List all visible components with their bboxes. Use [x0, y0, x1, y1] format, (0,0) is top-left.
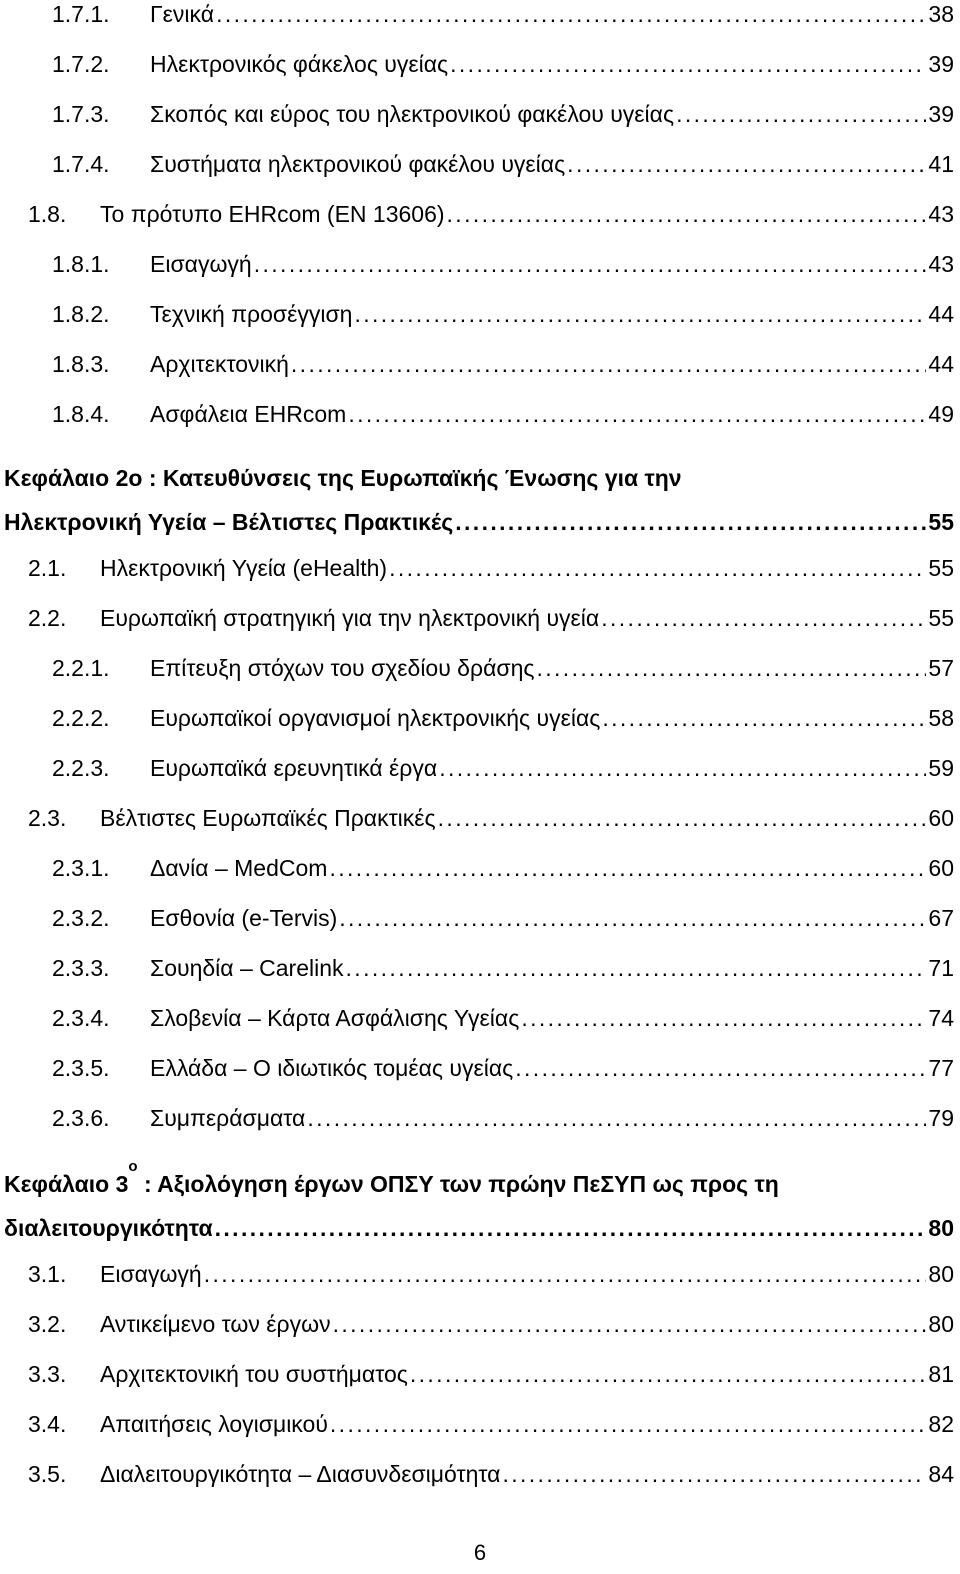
dot-leader	[602, 704, 926, 732]
toc-entry-number: 1.8.	[28, 201, 67, 227]
dot-leader	[515, 1054, 926, 1082]
toc-entry-number: 2.2.	[28, 605, 67, 631]
chapter-3-title-line2: διαλειτουργικότητα	[4, 1215, 213, 1241]
toc-entry-page: 82	[928, 1411, 954, 1437]
dot-leader	[439, 754, 926, 782]
toc-entry-page: 71	[928, 955, 954, 981]
toc-entry-title: Γενικά	[150, 1, 215, 27]
toc-entry[interactable]	[0, 0, 960, 40]
toc-entry[interactable]	[0, 50, 960, 90]
toc-entry-number: 1.7.3.	[52, 101, 110, 127]
toc-entry-number: 1.7.4.	[52, 151, 110, 177]
chapter-3-page: 80	[928, 1215, 954, 1241]
toc-entry-title: Εισαγωγή	[100, 1261, 202, 1287]
toc-entry-page: 60	[928, 805, 954, 831]
toc-entry-number: 2.3.	[28, 805, 67, 831]
toc-entry[interactable]	[0, 1260, 960, 1300]
toc-entry-title: Ηλεκτρονική Υγεία (eHealth)	[100, 555, 388, 581]
dot-leader	[216, 0, 926, 28]
toc-entry[interactable]	[0, 200, 960, 240]
chapter-3-sup: ο	[128, 1158, 138, 1175]
toc-entry[interactable]	[0, 350, 960, 390]
toc-entry[interactable]	[0, 100, 960, 140]
dot-leader	[354, 300, 926, 328]
toc-entry-number: 1.8.4.	[52, 401, 110, 427]
chapter-2-page: 55	[928, 509, 954, 535]
toc-entry[interactable]	[0, 1310, 960, 1350]
toc-entry[interactable]	[0, 400, 960, 440]
toc-entry[interactable]	[0, 954, 960, 994]
toc-entry-title: Τεχνική προσέγγιση	[150, 301, 353, 327]
dot-leader	[536, 654, 926, 682]
toc-entry-page: 43	[928, 251, 954, 277]
toc-entry-title: Σκοπός και εύρος του ηλεκτρονικού φακέλου υγείας	[150, 101, 675, 127]
toc-entry-page: 81	[928, 1361, 954, 1387]
dot-leader	[502, 1460, 926, 1488]
toc-entry[interactable]	[0, 1410, 960, 1450]
toc-entry[interactable]	[0, 604, 960, 644]
toc-entry-number: 3.3.	[28, 1361, 67, 1387]
dot-leader	[348, 400, 926, 428]
toc-entry-title: Ασφάλεια EHRcom	[150, 401, 347, 427]
toc-entry-title: Αντικείμενο των έργων	[100, 1311, 331, 1337]
toc-entry-page: 55	[928, 605, 954, 631]
toc-entry-page: 59	[928, 755, 954, 781]
toc-entry-number: 1.8.3.	[52, 351, 110, 377]
chapter-3-title-line1	[4, 1158, 779, 1206]
toc-entry-number: 1.7.2.	[52, 51, 110, 77]
dot-leader	[455, 500, 926, 544]
toc-entry-title: Απαιτήσεις λογισμικού	[100, 1411, 328, 1437]
dot-leader	[567, 150, 926, 178]
toc-entry-number: 1.8.1.	[52, 251, 110, 277]
dot-leader	[521, 1004, 926, 1032]
toc-entry[interactable]	[0, 554, 960, 594]
toc-entry[interactable]	[0, 1004, 960, 1044]
toc-entry-number: 2.1.	[28, 555, 67, 581]
dot-leader	[215, 1206, 927, 1250]
toc-entry-title: Εσθονία (e-Tervis)	[150, 905, 338, 931]
dot-leader	[346, 954, 927, 982]
toc-entry-page: 44	[928, 301, 954, 327]
page-number: 6	[473, 1540, 487, 1565]
dot-leader	[601, 604, 926, 632]
toc-entry-page: 79	[928, 1105, 954, 1131]
toc-entry-title: Συστήματα ηλεκτρονικού φακέλου υγείας	[150, 151, 566, 177]
dot-leader	[410, 1360, 927, 1388]
toc-entry-number: 2.3.6.	[52, 1105, 110, 1131]
toc-entry-number: 2.3.3.	[52, 955, 110, 981]
toc-entry-page: 39	[928, 51, 954, 77]
chapter-2-title-line1: Κεφάλαιο 2ο : Κατευθύνσεις της Ευρωπαϊκής Ένωσης για την	[4, 465, 682, 491]
toc-entry-page: 41	[928, 151, 954, 177]
dot-leader	[438, 804, 927, 832]
toc-entry-page: 74	[928, 1005, 954, 1031]
toc-entry-number: 3.5.	[28, 1461, 67, 1487]
toc-entry-number: 1.7.1.	[52, 1, 110, 27]
toc-entry[interactable]	[0, 300, 960, 340]
toc-entry-page: 60	[928, 855, 954, 881]
toc-entry-page: 67	[928, 905, 954, 931]
toc-entry-title: Εισαγωγή	[150, 251, 252, 277]
toc-entry-title: Το πρότυπο EHRcom (EN 13606)	[100, 201, 445, 227]
toc-entry[interactable]	[0, 754, 960, 794]
toc-entry-page: 80	[928, 1311, 954, 1337]
toc-entry-number: 3.2.	[28, 1311, 67, 1337]
dot-leader	[447, 200, 927, 228]
toc-entry-page: 38	[928, 1, 954, 27]
toc-entry-number: 3.1.	[28, 1261, 67, 1287]
chapter-3-title-rest: : Αξιολόγηση έργων ΟΠΣΥ των πρώην ΠεΣΥΠ ως προς τη	[137, 1171, 779, 1197]
toc-entry[interactable]	[0, 1360, 960, 1400]
dot-leader	[291, 350, 927, 378]
toc-entry-page: 43	[928, 201, 954, 227]
toc-entry-number: 1.8.2.	[52, 301, 110, 327]
toc-entry-number: 2.2.3.	[52, 755, 110, 781]
toc-entry-title: Επίτευξη στόχων του σχεδίου δράσης	[150, 655, 535, 681]
chapter-2-title-line2: Ηλεκτρονική Υγεία – Βέλτιστες Πρακτικές	[4, 509, 454, 535]
toc-entry-number: 2.2.2.	[52, 705, 110, 731]
toc-entry-page: 84	[928, 1461, 954, 1487]
dot-leader	[339, 904, 926, 932]
toc-entry[interactable]	[0, 1460, 960, 1500]
toc-entry-page: 77	[928, 1055, 954, 1081]
toc-entry-title: Διαλειτουργικότητα – Διασυνδεσιμότητα	[100, 1461, 501, 1487]
toc-entry-title: Συμπεράσματα	[150, 1105, 306, 1131]
toc-entry-title: Ευρωπαϊκά ερευνητικά έργα	[150, 755, 438, 781]
toc-entry-page: 58	[928, 705, 954, 731]
dot-leader	[307, 1104, 926, 1132]
toc-entry-number: 3.4.	[28, 1411, 67, 1437]
toc-entry-page: 80	[928, 1261, 954, 1287]
dot-leader	[329, 854, 926, 882]
toc-entry-number: 2.3.4.	[52, 1005, 110, 1031]
dot-leader	[450, 50, 926, 78]
toc-entry-number: 2.3.2.	[52, 905, 110, 931]
dot-leader	[333, 1310, 927, 1338]
chapter-3-prefix: Κεφάλαιο 3	[4, 1171, 129, 1197]
toc-entry[interactable]	[0, 1104, 960, 1144]
toc-entry[interactable]	[0, 854, 960, 894]
toc-entry-page: 55	[928, 555, 954, 581]
toc-entry-page: 44	[928, 351, 954, 377]
toc-entry-number: 2.3.1.	[52, 855, 110, 881]
toc-entry-title: Σλοβενία – Κάρτα Ασφάλισης Υγείας	[150, 1005, 520, 1031]
toc-entry-title: Ελλάδα – Ο ιδιωτικός τομέας υγείας	[150, 1055, 514, 1081]
toc-entry[interactable]	[0, 654, 960, 694]
toc-entry-title: Δανία – MedCom	[150, 855, 328, 881]
toc-entry[interactable]	[0, 1054, 960, 1094]
toc-entry-title: Αρχιτεκτονική	[150, 351, 289, 377]
toc-entry-title: Ευρωπαϊκή στρατηγική για την ηλεκτρονική υγεία	[100, 605, 600, 631]
dot-leader	[676, 100, 926, 128]
toc-entry[interactable]	[0, 150, 960, 190]
toc-entry-title: Βέλτιστες Ευρωπαϊκές Πρακτικές	[100, 805, 436, 831]
toc-entry[interactable]	[0, 250, 960, 290]
dot-leader	[254, 250, 927, 278]
toc-entry-number: 2.2.1.	[52, 655, 110, 681]
toc-entry[interactable]	[0, 804, 960, 844]
toc-entry-page: 57	[928, 655, 954, 681]
toc-entry-number: 2.3.5.	[52, 1055, 110, 1081]
toc-entry[interactable]	[0, 704, 960, 744]
toc-entry-title: Σουηδία – Carelink	[150, 955, 344, 981]
toc-entry-page: 39	[928, 101, 954, 127]
toc-entry-title: Ευρωπαϊκοί οργανισμοί ηλεκτρονικής υγείας	[150, 705, 601, 731]
dot-leader	[204, 1260, 927, 1288]
toc-entry-title: Αρχιτεκτονική του συστήματος	[100, 1361, 408, 1387]
dot-leader	[330, 1410, 927, 1438]
toc-entry[interactable]	[0, 904, 960, 944]
dot-leader	[389, 554, 926, 582]
toc-entry-title: Ηλεκτρονικός φάκελος υγείας	[150, 51, 449, 77]
toc-entry-page: 49	[928, 401, 954, 427]
